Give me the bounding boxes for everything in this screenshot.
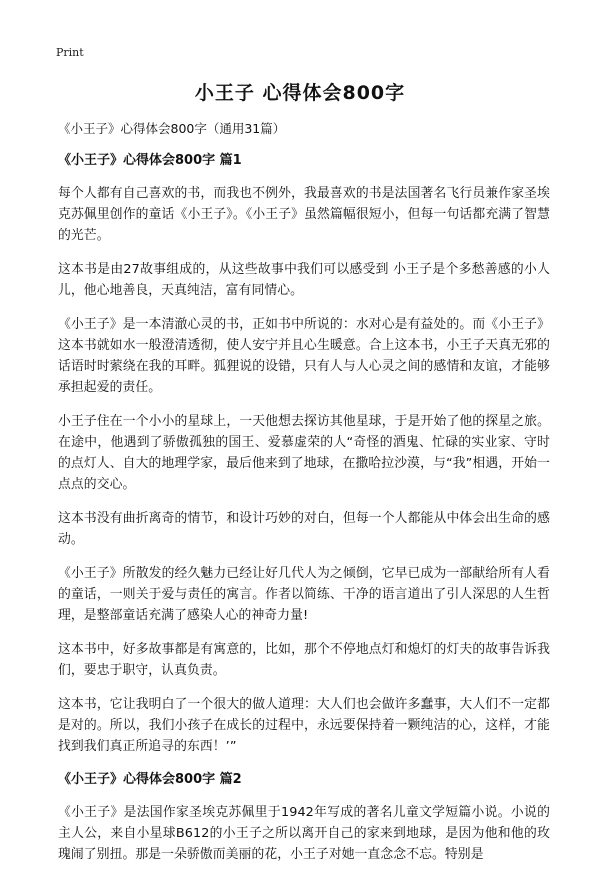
section-heading: 《小王子》心得体会800字 篇1	[58, 153, 242, 168]
paragraph: 这本书，它让我明白了一个很大的做人道理：大人们也会做许多蠢事，大人们不一定都是对的。所以，我们小孩子在成长的过程中，永远要保持着一颗纯洁的心，这样，才能找到我们真正所追寻的东西！’”	[58, 697, 550, 754]
document-subtitle: 《小王子》心得体会800字（通用31篇）	[58, 121, 286, 136]
paragraph: 小王子住在一个小小的星球上，一天他想去探访其他星球，于是开始了他的探星之旅。在途中，他遇到了骄傲孤独的国王、爱慕虚荣的人“奇怪的酒鬼、忙碌的实业家、守时的点灯人、自大的地理学家，最后他来到了地球，在撒哈拉沙漠，与“我”相遇，开始一点点的交心。	[58, 414, 550, 492]
document-body	[58, 119, 550, 878]
paragraph: 这本书是由27故事组成的，从这些故事中我们可以感受到 小王子是个多愁善感的小人儿，他心地善良，天真纯洁，富有同情心。	[58, 262, 550, 298]
section-heading: 《小王子》心得体会800字 篇2	[58, 772, 242, 787]
paragraph: 《小王子》所散发的经久魅力已经让好几代人为之倾倒，它早已成为一部献给所有人看的童话，一则关于爱与责任的寓言。作者以简练、干净的语言道出了引人深思的人生哲理，是整部童话充满了感染人心的神奇力量!	[58, 566, 550, 623]
paragraph: 每个人都有自己喜欢的书，而我也不例外，我最喜欢的书是法国著名飞行员兼作家圣埃克苏佩里创作的童话《小王子》。《小王子》虽然篇幅很短小，但每一句话都充满了智慧的光芒。	[58, 186, 550, 243]
paragraph: 《小王子》是一本清澈心灵的书，正如书中所说的：水对心是有益处的。而《小王子》这本书就如水一般澄清透彻，使人安宁并且心生暖意。合上这本书，小王子天真无邪的话语时时萦绕在我的耳畔。狐狸说的设错，只有人与人心灵之间的感情和友谊，才能够承担起爱的责任。	[58, 317, 550, 395]
print-link[interactable]: Print	[56, 46, 84, 59]
page-title: 小王子 心得体会800字	[194, 82, 406, 104]
paragraph: 这本书中，好多故事都是有寓意的，比如，那个不停地点灯和熄灯的灯夫的故事告诉我们，要忠于职守，认真负责。	[58, 642, 550, 678]
paragraph: 《小王子》是法国作家圣埃克苏佩里于1942年写成的著名儿童文学短篇小说。小说的主人公，来自小星球B612的小王子之所以离开自己的家来到地球，是因为他和他的玫瑰闹了别扭。那是一朵骄傲而美丽的花，小王子对她一直念念不忘。特别是	[58, 805, 550, 862]
paragraph: 这本书没有曲折离奇的情节，和设计巧妙的对白，但每一个人都能从中体会出生命的感动。	[58, 511, 550, 547]
